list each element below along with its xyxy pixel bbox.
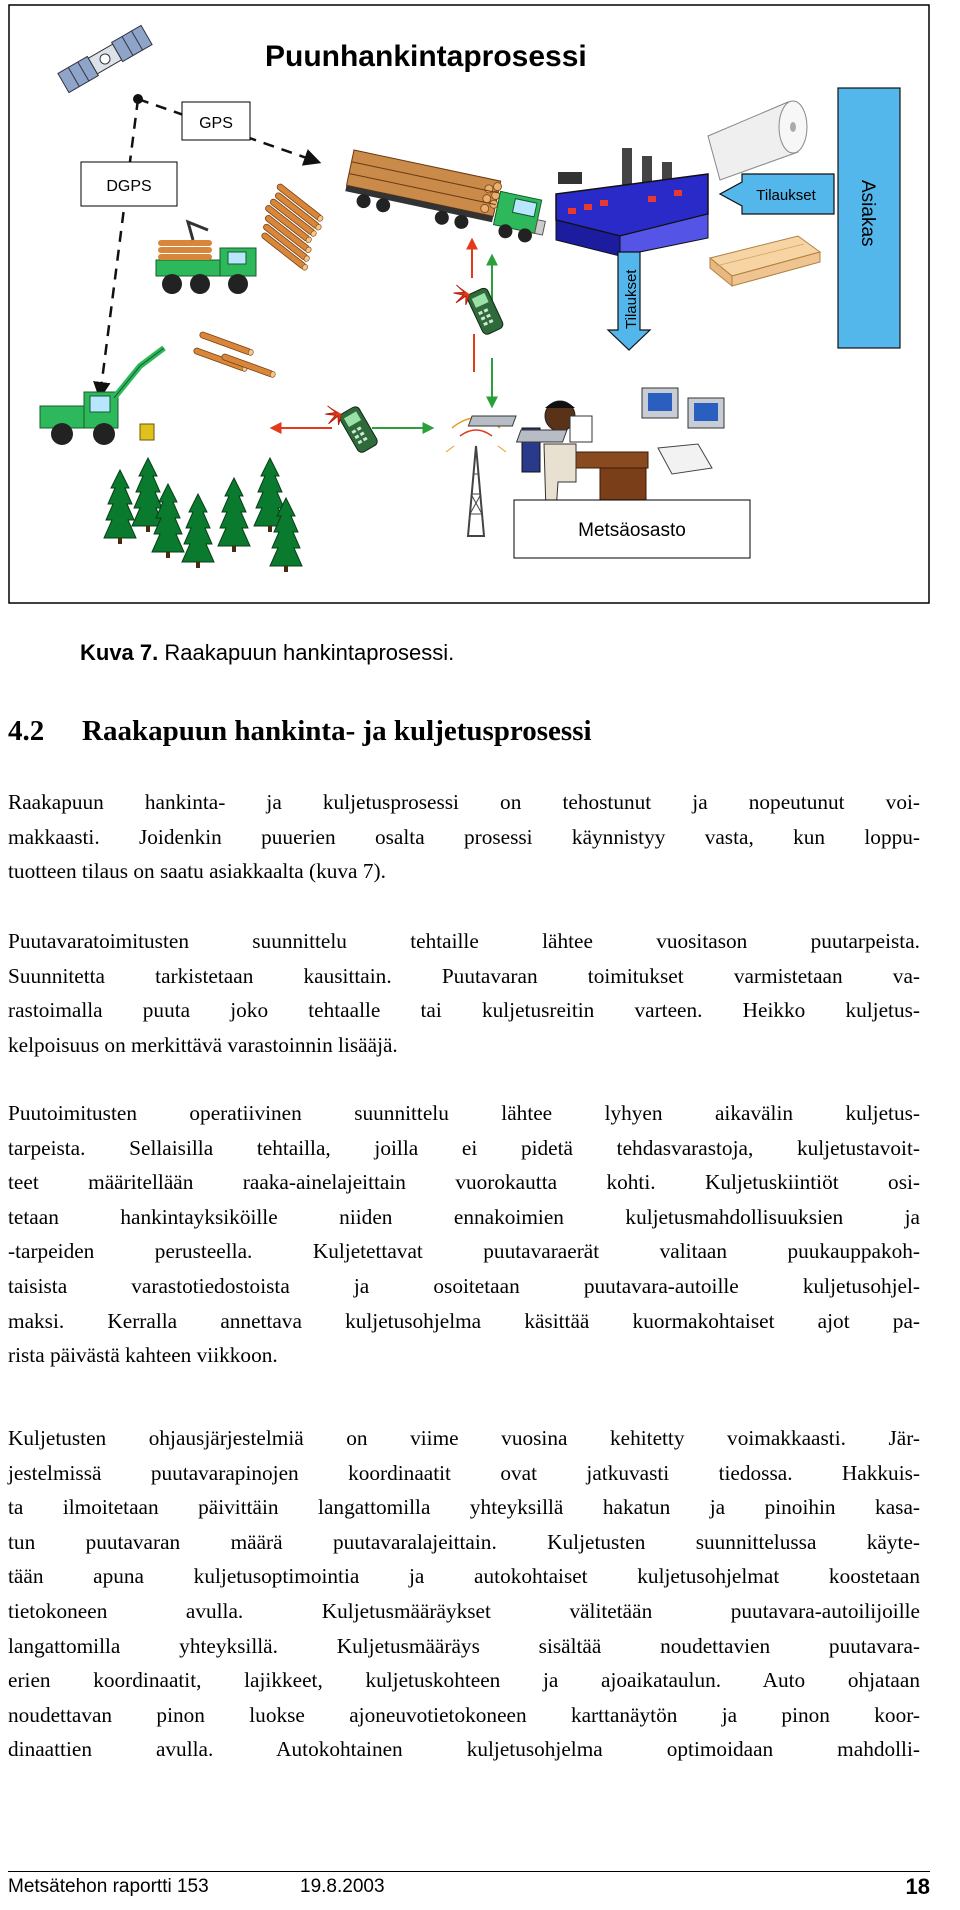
text-line: tään apuna kuljetusoptimointia ja autokohtaiset kuljetusohjelmat koostetaan xyxy=(8,1564,920,1589)
text-line: makkaasti. Joidenkin puuerien osalta prosessi käynnistyy vasta, kun loppu- xyxy=(8,824,920,849)
footer-date: 19.8.2003 xyxy=(300,1876,385,1897)
orders-top-label: Tilaukset xyxy=(756,187,816,204)
text-line: Kuljetusten ohjausjärjestelmiä on viime vuosina kehitetty voimakkaasti. Jär- xyxy=(8,1426,920,1450)
paragraph-4 xyxy=(8,1421,920,1767)
text-line: dinaattien avulla. Autokohtainen kuljetusohjelma optimoidaan mahdolli- xyxy=(8,1737,920,1762)
paragraph-1 xyxy=(8,785,920,889)
text-line: teet määritellään raaka-ainelajeittain vuorokautta kohti. Kuljetuskiintiöt osi- xyxy=(8,1170,920,1195)
dgps-label: DGPS xyxy=(106,178,152,195)
section-heading xyxy=(8,715,592,748)
text-line: erien koordinaatit, lajikkeet, kuljetuskohteen ja ajoaikataulun. Auto ohjataan xyxy=(8,1668,920,1693)
text-line: Suunnitetta tarkistetaan kausittain. Puutavaran toimitukset varmistetaan va- xyxy=(8,963,920,988)
footer-divider xyxy=(8,1871,930,1872)
gps-label: GPS xyxy=(199,115,233,132)
text-line: rista päivästä kahteen viikkoon. xyxy=(8,1343,278,1368)
paragraph-3 xyxy=(8,1096,920,1373)
text-line: tarpeista. Sellaisilla tehtailla, joilla ei pidetä tehdasvarastoja, kuljetustavoit- xyxy=(8,1135,920,1160)
page-number: 18 xyxy=(905,1874,930,1899)
text-line: -tarpeiden perusteella. Kuljetettavat puutavaraerät valitaan puukauppakoh- xyxy=(8,1239,920,1264)
text-line: langattomilla yhteyksillä. Kuljetusmääräys sisältää noudettavien puutavara- xyxy=(8,1633,920,1658)
text-line: tuotteen tilaus on saatu asiakkaalta (kuva 7). xyxy=(8,859,386,884)
section-title-text: Raakapuun hankinta- ja kuljetusprosessi xyxy=(82,715,592,747)
figure-process-diagram xyxy=(8,4,930,604)
text-line: Puutoimitusten operatiivinen suunnittelu lähtee lyhyen aikavälin kuljetus- xyxy=(8,1101,920,1125)
orders-vertical-label: Tilaukset xyxy=(623,269,640,329)
text-line: tetaan hankintayksiköille niiden ennakoimien kuljetusmahdollisuuksien ja xyxy=(8,1204,920,1229)
text-line: tun puutavaran määrä puutavaralajeittain. Kuljetusten suunnittelussa käyte- xyxy=(8,1529,920,1554)
paragraph-2 xyxy=(8,924,920,1062)
text-line: Raakapuun hankinta- ja kuljetusprosessi on tehostunut ja nopeutunut voi- xyxy=(8,790,920,814)
text-line: rastoimalla puuta joko tehtaalle tai kuljetusreitin varteen. Heikko kuljetus- xyxy=(8,998,920,1023)
figure-title: Puunhankintaprosessi xyxy=(265,40,587,73)
text-line: kelpoisuus on merkittävä varastoinnin lisääjä. xyxy=(8,1032,398,1057)
text-line: ta ilmoitetaan päivittäin langattomilla yhteyksillä hakatun ja pinoihin kasa- xyxy=(8,1495,920,1520)
text-line: noudettavan pinon luokse ajoneuvotietokoneen karttanäytön ja pinon koor- xyxy=(8,1702,920,1727)
section-number: 4.2 xyxy=(8,715,45,747)
text-line: tietokoneen avulla. Kuljetusmääräykset välitetään puutavara-autoilijoille xyxy=(8,1598,920,1623)
forest-department-label: Metsäosasto xyxy=(578,520,686,541)
text-line: taisista varastotiedostoista ja osoitetaan puutavara-autoille kuljetusohjel- xyxy=(8,1273,920,1298)
text-line: maksi. Kerralla annettava kuljetusohjelma käsittää kuormakohtaiset ajot pa- xyxy=(8,1308,920,1333)
text-line: Puutavaratoimitusten suunnittelu tehtaille lähtee vuositason puutarpeista. xyxy=(8,929,920,953)
customer-label: Asiakas xyxy=(857,180,878,247)
footer-report-name: Metsätehon raportti 153 xyxy=(8,1876,209,1897)
caption-text: Raakapuun hankintaprosessi. xyxy=(164,640,455,665)
figure-caption xyxy=(80,640,454,666)
caption-label: Kuva 7. xyxy=(80,640,159,665)
text-line: jestelmissä puutavarapinojen koordinaatit ovat jatkuvasti tiedossa. Hakkuis- xyxy=(8,1460,920,1485)
